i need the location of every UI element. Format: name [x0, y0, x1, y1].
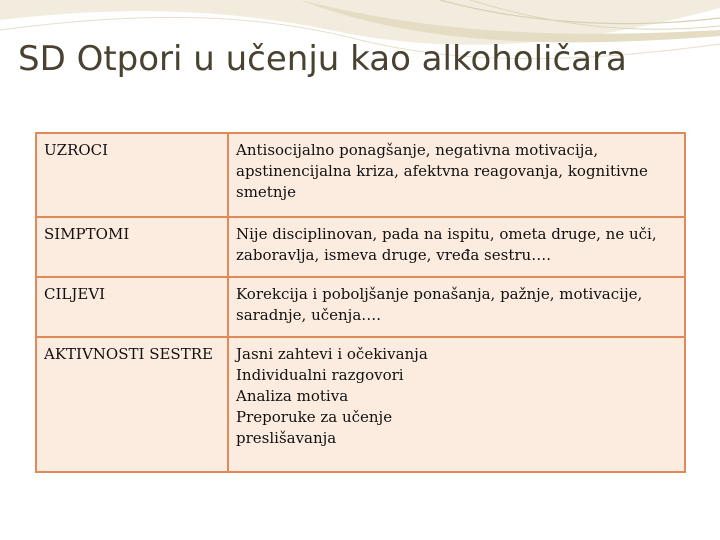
row-label-cell: AKTIVNOSTI SESTRE — [36, 337, 228, 472]
row-content-cell: Antisocijalno ponagšanje, negativna motivacija, apstinencijalna kriza, afektvna reagovanja, kognitivne smetnje — [228, 133, 685, 217]
activity-line: Preporuke za učenje — [236, 408, 393, 426]
row-label-cell: SIMPTOMI — [36, 217, 228, 277]
table-row-simptomi — [36, 217, 685, 277]
row-label-cell: CILJEVI — [36, 277, 228, 337]
table-row-aktivnosti-sestre — [36, 337, 685, 472]
row-label-cell: UZROCI — [36, 133, 228, 217]
activity-line: Analiza motiva — [236, 387, 349, 405]
table-row-ciljevi — [36, 277, 685, 337]
activity-line: Individualni razgovori — [236, 366, 404, 384]
table-row-uzroci — [36, 133, 685, 217]
slide-title: SD Otpori u učenju kao alkoholičara — [18, 39, 627, 79]
row-content-cell: Korekcija i poboljšanje ponašanja, pažnje, motivacije, saradnje, učenja…. — [228, 277, 685, 337]
row-content-cell: Nije disciplinovan, pada na ispitu, ometa druge, ne uči, zaboravlja, ismeva druge, vređa sestru…. — [228, 217, 685, 277]
content-table — [35, 132, 686, 473]
row-content-cell — [228, 337, 685, 472]
activity-line: Jasni zahtevi i očekivanja — [236, 345, 428, 363]
activity-line: preslišavanja — [236, 429, 337, 447]
